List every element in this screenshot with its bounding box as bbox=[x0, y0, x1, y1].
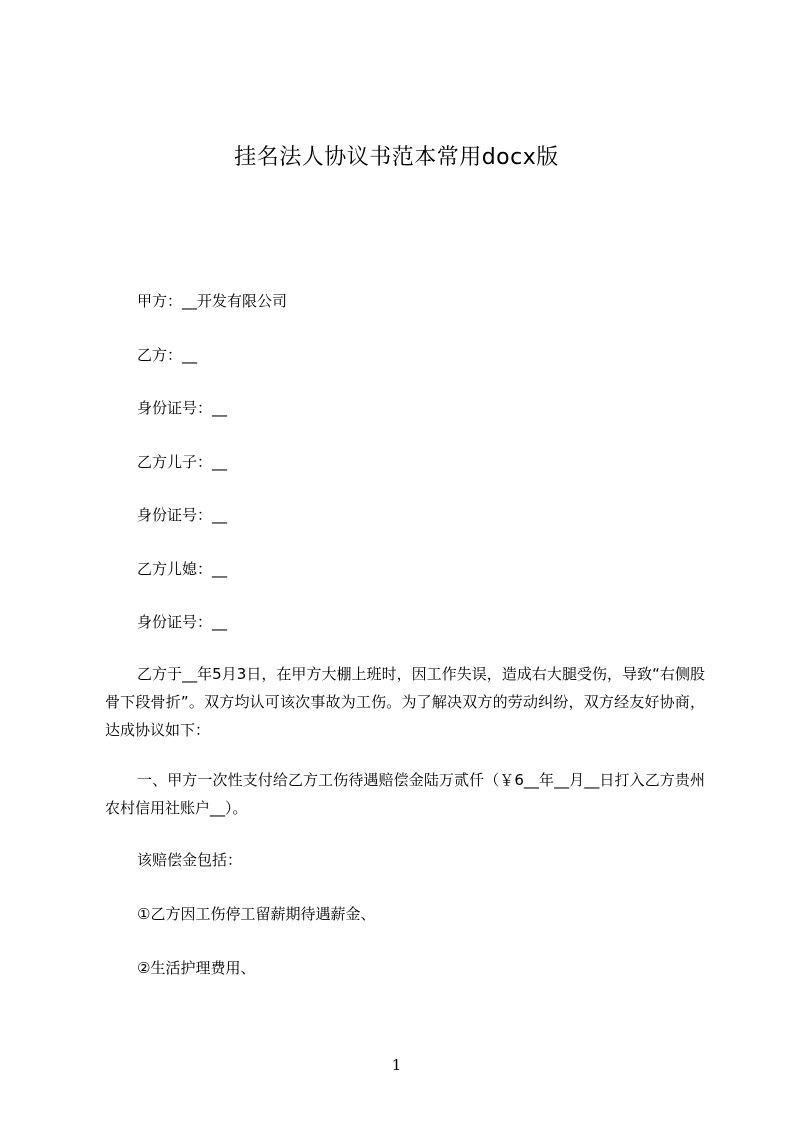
id-number-field: 身份证号：__ bbox=[137, 399, 228, 417]
page-number: 1 bbox=[391, 1056, 402, 1074]
party-b-son-field: 乙方儿子：__ bbox=[137, 453, 228, 471]
id-number-field: 身份证号：__ bbox=[137, 506, 228, 524]
compensation-item: ②生活护理费用、 bbox=[137, 959, 256, 977]
party-b-field: 乙方：__ bbox=[137, 346, 198, 364]
party-a-field: 甲方：__开发有限公司 bbox=[137, 292, 288, 310]
compensation-intro: 该赔偿金包括： bbox=[137, 851, 243, 869]
clause-one-paragraph: 一、甲方一次性支付给乙方工伤待遇赔偿金陆万贰仟（￥6__年__月__日打入乙方贵州农村信用社账户__）。 bbox=[105, 771, 705, 817]
compensation-item: ①乙方因工伤停工留薪期待遇薪金、 bbox=[137, 905, 376, 923]
document-title: 挂名法人协议书范本常用docx版 bbox=[234, 145, 559, 170]
incident-paragraph: 乙方于__年5月3日，在甲方大棚上班时，因工作失误，造成右大腿受伤，导致“右侧股骨下段骨折”。双方均认可该次事故为工伤。为了解决双方的劳动纠纷，双方经友好协商，达成协议如下： bbox=[105, 665, 705, 739]
party-b-daughter-in-law-field: 乙方儿媳：__ bbox=[137, 560, 228, 578]
id-number-field: 身份证号：__ bbox=[137, 613, 228, 631]
